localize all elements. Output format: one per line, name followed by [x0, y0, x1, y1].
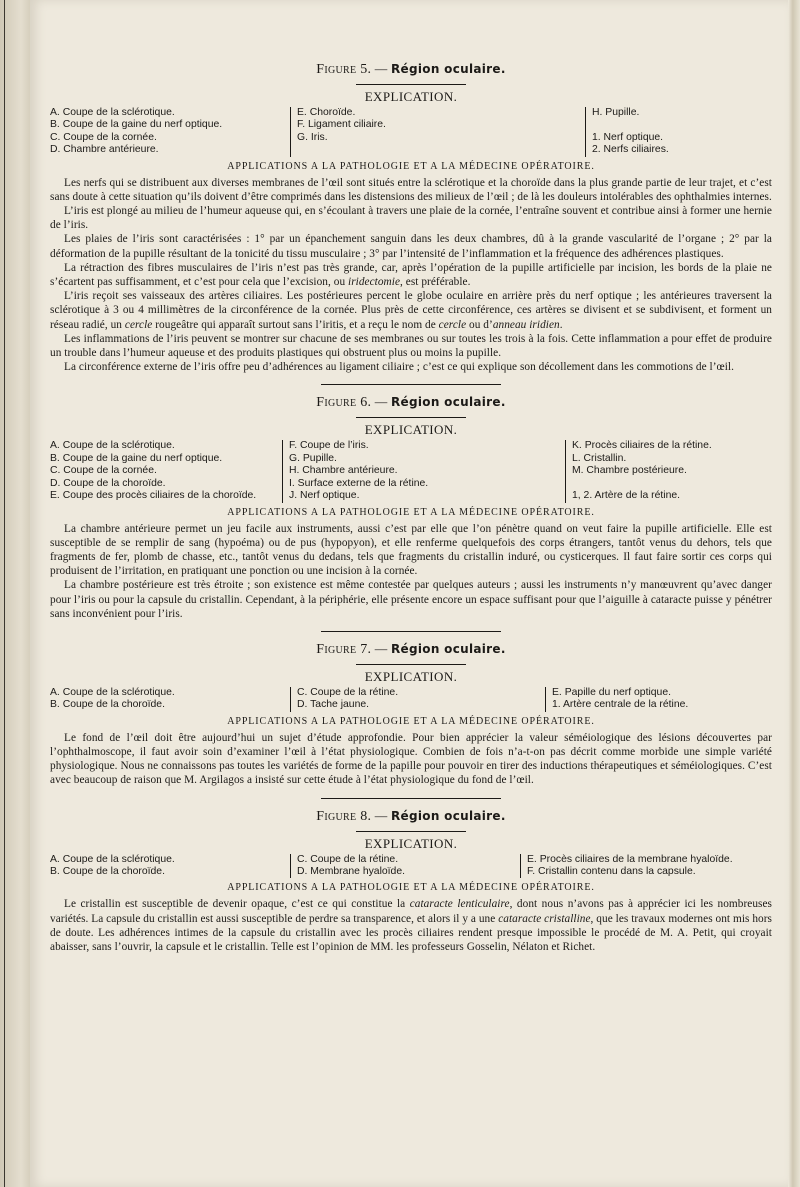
- region-label: Région oculaire.: [391, 62, 506, 76]
- legend-item: B. Coupe de la choroïde.: [50, 699, 165, 711]
- figure-legend: [50, 854, 772, 879]
- legend-item: E. Choroïde.: [297, 107, 356, 118]
- body-paragraph: Les plaies de l’iris sont caractérisées : 1° par un épanchement sanguin dans les deux chambres, dû à la grande vascularité de l’organe ; 2° par la déformation de la pupille résultant de la tonicité du tissu musculaire ; 3° par l’intensité de l’inflammation et la fréquence des adhérences plastiques.: [50, 233, 772, 260]
- legend-column: [50, 687, 290, 712]
- legend-item: M. Chambre postérieure.: [572, 465, 687, 477]
- legend-item: A. Coupe de la sclérotique.: [50, 107, 175, 118]
- legend-item: F. Coupe de l’iris.: [289, 440, 369, 452]
- body-paragraph: La chambre postérieure est très étroite ; son existence est même contestée par quelques auteurs ; aussi les instruments n’y manœuvrent qu’avec danger pour l’iris ou pour la capsule du cristallin. Cependant, à la périphérie, elle présente encore un espace suffisant pour que l’aiguille à cataracte puisse y pénétrer sans inconvénient pour l’iris.: [50, 579, 772, 620]
- page-content: [50, 62, 772, 954]
- legend-item: 2. Nerfs ciliaires.: [592, 144, 669, 156]
- legend-column: [290, 854, 512, 879]
- title-underline: [356, 831, 466, 832]
- body-paragraph: La chambre antérieure permet un jeu facile aux instruments, aussi c’est par elle que l’on pénètre quand on veut faire la pupille artificielle. Elle est susceptible de se remplir de sang (hypoéma) ou de pus (hypopyon), et elle renferme quelquefois des corps étrangers, tantôt venus du dehors, tels que fragments de fer, plomb de chasse, etc., tantôt venus du dedans, tels que fragments du cristallin induré, ou cysticerques. Il faut faire sortir ces corps qui produisent de l’irritation, en pratiquant une ponction ou une incision à la cornée.: [50, 522, 772, 578]
- body-paragraph: Le cristallin est susceptible de devenir opaque, c’est ce qui constitue la cataracte lenticulaire, dont nous n’avons pas à apprécier ici les nombreuses variétés. La capsule du cristallin est aussi susceptible de perdre sa transparence, et alors il y a une cataracte cristalline, que les travaux modernes ont mis hors de doute. Les adhérences intimes de la capsule du cristallin avec les procès ciliaires rendent presque impossible le procédé de M. A. Petit, qui croyait abaisser, sans l’ouvrir, la capsule et le cristallin. Telle est l’opinion de MM. les professeurs Gosselin, Nélaton et Richet.: [50, 898, 772, 953]
- applications-heading: APPLICATIONS A LA PATHOLOGIE ET A LA MÉDECINE OPÉRATOIRE.: [227, 506, 595, 518]
- figure-title: [50, 395, 772, 411]
- figure-label: Figure 6.: [316, 395, 372, 411]
- figure-label: Figure 7.: [316, 641, 372, 657]
- legend-item: B. Coupe de la gaine du nerf optique.: [50, 119, 223, 131]
- title-underline: [356, 664, 466, 665]
- legend-item: K. Procès ciliaires de la rétine.: [572, 440, 712, 452]
- legend-item: G. Iris.: [297, 131, 328, 143]
- body-paragraph: L’iris reçoit ses vaisseaux des artères ciliaires. Les postérieures percent le globe oculaire en arrière près du nerf optique ; les antérieures traversent la sclérotique à 3 ou 4 millimètres de la circonférence de la cornée. Plus près de cette circonférence, ces artères se divisent et se subdivisent, et forment un réseau radié, un cercle rougeâtre qui apparaît surtout sans l’iritis, et a reçu le nom de cercle ou d’anneau iridien.: [50, 290, 772, 331]
- title-dash: —: [371, 62, 391, 76]
- region-label: Région oculaire.: [391, 808, 506, 823]
- legend-item: A. Coupe de la sclérotique.: [50, 440, 175, 452]
- book-spine: [0, 0, 30, 1187]
- legend-item: H. Chambre antérieure.: [289, 465, 398, 477]
- legend-item: C. Coupe de la rétine.: [297, 686, 399, 698]
- page-edge: [788, 0, 800, 1187]
- legend-column: [565, 440, 772, 502]
- explication-title: EXPLICATION.: [364, 89, 458, 104]
- legend-item: J. Nerf optique.: [289, 490, 360, 502]
- figure-title: [50, 62, 772, 78]
- legend-item: D. Coupe de la choroïde.: [50, 477, 166, 489]
- applications-heading: APPLICATIONS A LA PATHOLOGIE ET A LA MÉDECINE OPÉRATOIRE.: [227, 160, 595, 172]
- legend-item: E. Procès ciliaires de la membrane hyaloïde.: [527, 853, 733, 865]
- figure-section: [50, 62, 772, 374]
- figure-section: [50, 798, 772, 955]
- region-label: Région oculaire.: [391, 395, 506, 410]
- legend-column: [50, 440, 282, 502]
- figure-title: [50, 809, 772, 825]
- legend-item: 1. Artère centrale de la rétine.: [552, 699, 689, 711]
- section-divider: [321, 631, 501, 632]
- legend-column: [50, 107, 290, 157]
- section-divider: [321, 384, 501, 385]
- legend-item: C. Coupe de la cornée.: [50, 465, 157, 477]
- legend-item: C. Coupe de la cornée.: [50, 131, 157, 143]
- body-paragraph: L’iris est plongé au milieu de l’humeur aqueuse qui, en s’écoulant à travers une plaie de la cornée, l’entraîne souvent et contribue ainsi à former une hernie de l’iris.: [50, 205, 772, 232]
- figure-section: [50, 384, 772, 620]
- legend-column: [50, 854, 290, 879]
- title-dash: —: [371, 808, 391, 823]
- legend-item: L. Cristallin.: [572, 452, 627, 464]
- body-paragraph: La rétraction des fibres musculaires de l’iris n’est pas très grande, car, après l’opération de la pupille artificielle par incision, les bords de la plaie ne s’écartent pas suffisamment, et c’est pour cela que l’excision, ou iridectomie, est préférable.: [50, 261, 772, 289]
- legend-column: [585, 107, 772, 157]
- explication-title: EXPLICATION.: [364, 422, 458, 438]
- figure-legend: [50, 107, 772, 157]
- legend-column: [290, 687, 512, 712]
- figure-legend: [50, 687, 772, 712]
- legend-item: D. Membrane hyaloïde.: [297, 865, 406, 877]
- body-paragraph: Les nerfs qui se distribuent aux diverses membranes de l’œil sont situés entre la sclérotique et la choroïde dans la plus grande partie de leur trajet, et c’est sans doute à cette situation qu’ils doivent d’être comprimés dans les distensions des milieux de l’œil ; de là les douleurs intolérables des ophthalmies internes.: [50, 176, 772, 203]
- legend-item: A. Coupe de la sclérotique.: [50, 686, 175, 698]
- legend-column: [290, 107, 512, 157]
- applications-heading: APPLICATIONS A LA PATHOLOGIE ET A LA MÉDECINE OPÉRATOIRE.: [227, 715, 595, 727]
- legend-item: F. Cristallin contenu dans la capsule.: [527, 865, 696, 877]
- legend-item: I. Surface externe de la rétine.: [289, 477, 429, 489]
- figure-label: Figure 5.: [316, 62, 372, 77]
- legend-column: [520, 854, 772, 879]
- explication-title: EXPLICATION.: [364, 668, 458, 684]
- legend-column: [282, 440, 529, 502]
- legend-item: B. Coupe de la choroïde.: [50, 865, 165, 877]
- legend-item: E. Papille du nerf optique.: [552, 686, 671, 698]
- figure-label: Figure 8.: [316, 808, 372, 824]
- title-dash: —: [371, 395, 391, 410]
- title-underline: [356, 84, 466, 85]
- legend-item: [592, 119, 772, 131]
- legend-item: C. Coupe de la rétine.: [297, 853, 399, 865]
- legend-column: [545, 687, 772, 712]
- section-divider: [321, 798, 501, 799]
- body-paragraph: La circonférence externe de l’iris offre peu d’adhérences au ligament ciliaire ; c’est ce qui explique son décollement dans les commotions de l’œil.: [64, 361, 734, 374]
- applications-heading: APPLICATIONS A LA PATHOLOGIE ET A LA MÉDECINE OPÉRATOIRE.: [227, 882, 595, 894]
- legend-item: 1. Nerf optique.: [592, 131, 664, 143]
- legend-item: E. Coupe des procès ciliaires de la choroïde.: [50, 490, 257, 502]
- binding-line: [4, 0, 5, 1187]
- figure-title: [50, 642, 772, 658]
- legend-item: G. Pupille.: [289, 452, 337, 464]
- legend-item: A. Coupe de la sclérotique.: [50, 853, 175, 865]
- explication-title: EXPLICATION.: [364, 835, 458, 851]
- legend-item: H. Pupille.: [592, 107, 640, 118]
- legend-item: D. Tache jaune.: [297, 699, 370, 711]
- figure-legend: [50, 440, 772, 502]
- region-label: Région oculaire.: [391, 641, 506, 656]
- legend-item: [572, 478, 772, 490]
- legend-item: 1, 2. Artère de la rétine.: [572, 490, 681, 502]
- body-paragraph: Le fond de l’œil doit être aujourd’hui un sujet d’étude approfondie. Pour bien apprécier la valeur séméiologique des lésions découvertes par l’ophthalmoscope, il faut avoir soin d’examiner l’œil à l’état physiologique. Combien de fois n’a-t-on pas décrit comme morbide une simple variété physiologique. Nous ne connaissons pas toutes les variétés de forme de la papille pour pouvoir en tirer des inductions thérapeutiques et séméiologiques. C’est avec beaucoup de raison que M. Argilagos a insisté sur cette étude à l’état physiologique du fond de l’œil.: [50, 731, 772, 787]
- title-underline: [356, 417, 466, 418]
- figure-section: [50, 631, 772, 788]
- legend-item: B. Coupe de la gaine du nerf optique.: [50, 452, 223, 464]
- legend-item: D. Chambre antérieure.: [50, 144, 159, 156]
- legend-item: F. Ligament ciliaire.: [297, 119, 386, 131]
- body-paragraph: Les inflammations de l’iris peuvent se montrer sur chacune de ses membranes ou sur toutes les trois à la fois. Cette inflammation a pour effet de produire un trouble dans l’humeur aqueuse et des produits plastiques qui obstruent plus ou moins la pupille.: [50, 332, 772, 360]
- title-dash: —: [371, 641, 391, 656]
